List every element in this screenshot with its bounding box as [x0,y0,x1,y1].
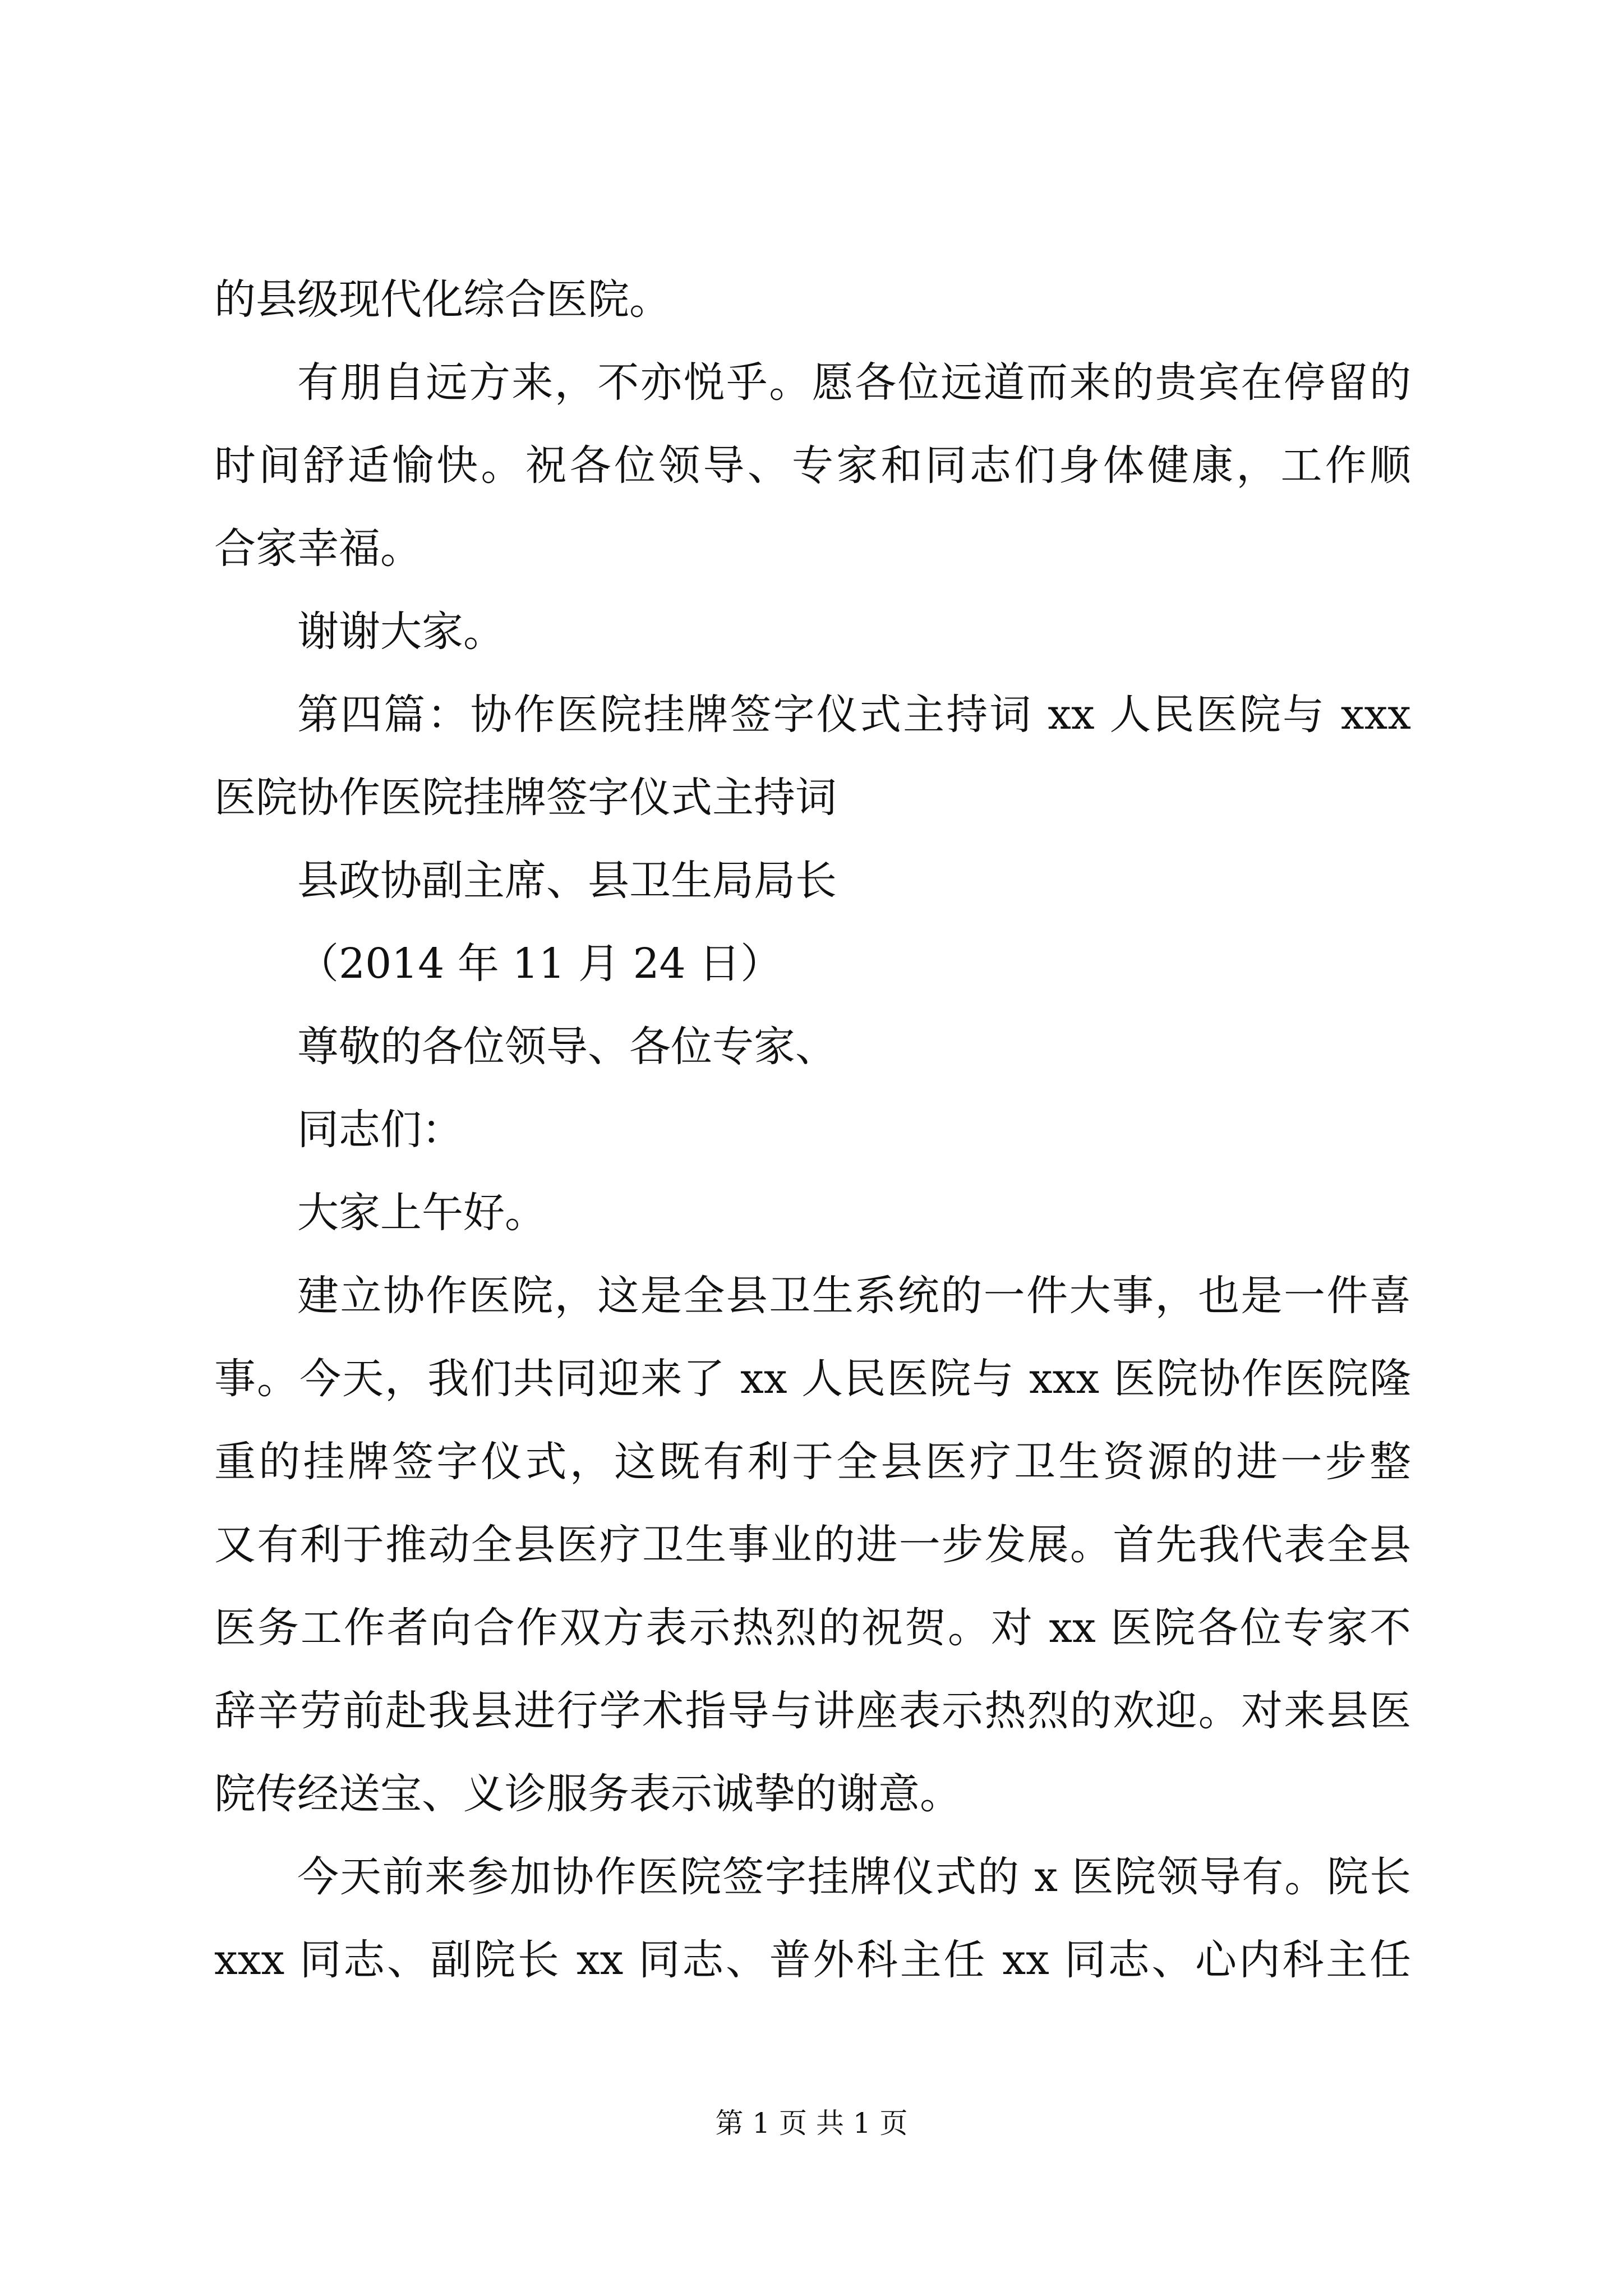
page-number: 第 1 页 共 1 页 [715,2107,908,2139]
text-line: 时间舒适愉快。祝各位领导、专家和同志们身体健康，工作顺 [214,441,1411,490]
text-line: 有朋自远方来，不亦悦乎。愿各位远道而来的贵宾在停留的 [297,358,1411,407]
text-line: 又有利于推动全县医疗卫生事业的进一步发展。首先我代表全县 [214,1521,1411,1569]
text-line: 院传经送宝、义诊服务表示诚挚的谢意。 [214,1770,961,1818]
text-line: 重的挂牌签字仪式，这既有利于全县医疗卫生资源的进一步整 [214,1438,1411,1486]
text-line: 合家幸福。 [214,524,422,573]
page-footer [0,2101,1623,2146]
greeting-line: 大家上午好。 [297,1189,546,1237]
salutation-line: 尊敬的各位领导、各位专家、 [297,1023,837,1071]
text-line: 谢谢大家。 [297,608,505,656]
section-heading-line: 第四篇：协作医院挂牌签字仪式主持词 xx 人民医院与 xxx [297,691,1411,739]
text-line: xxx 同志、副院长 xx 同志、普外科主任 xx 同志、心内科主任 [214,1936,1411,1984]
text-line: 辞辛劳前赴我县进行学术指导与讲座表示热烈的欢迎。对来县医 [214,1687,1411,1735]
speech-date: （2014 年 11 月 24 日） [297,940,782,988]
text-line: 事。今天，我们共同迎来了 xx 人民医院与 xxx 医院协作医院隆 [214,1355,1411,1403]
text-line: 的县级现代化综合医院。 [214,275,671,324]
section-heading-line: 医院协作医院挂牌签字仪式主持词 [214,774,837,822]
salutation-line: 同志们： [297,1106,463,1154]
document-body [214,258,1411,2001]
text-line: 建立协作医院，这是全县卫生系统的一件大事，也是一件喜 [297,1272,1411,1320]
text-line: 医务工作者向合作双方表示热烈的祝贺。对 xx 医院各位专家不 [214,1604,1411,1652]
text-line: 今天前来参加协作医院签字挂牌仪式的 x 医院领导有。院长 [297,1853,1411,1901]
speaker-title: 县政协副主席、县卫生局局长 [297,857,837,905]
